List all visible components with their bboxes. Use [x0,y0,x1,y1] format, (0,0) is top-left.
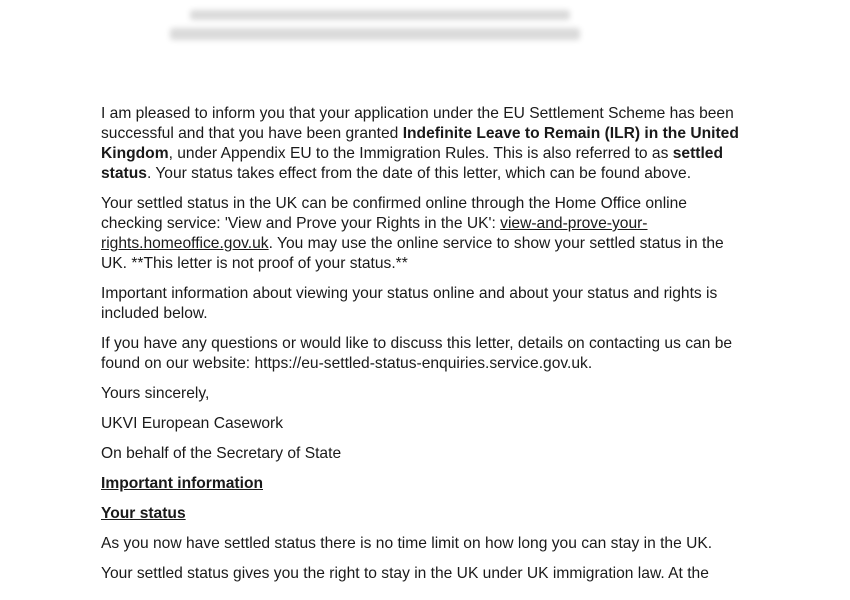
heading-important-information: Important information [101,475,263,492]
paragraph-no-time-limit: As you now have settled status there is no time limit on how long you can stay in the UK. [101,535,713,552]
on-behalf-line: On behalf of the Secretary of State [101,445,342,462]
signature-block [101,384,751,464]
heading-your-status: Your status [101,505,186,522]
letter-body [101,104,751,594]
signatory-name: UKVI European Casework [101,415,284,432]
view-and-prove-link[interactable]: view-and-prove-your-rights.homeoffice.gov.uk [101,215,648,252]
closing-line: Yours sincerely, [101,385,210,402]
paragraph-online-checking: Your settled status in the UK can be confirmed online through the Home Office online checking service: 'View and Prove your Rights in the UK': view-and-prove-your-rights.homeoffice.gov.uk. You may use the online service to show your settled status in the UK. **This letter is not proof of your status.** [101,195,724,272]
paragraph-granted: I am pleased to inform you that your application under the EU Settlement Scheme has been successful and that you have been granted Indefinite Leave to Remain (ILR) in the United Kingdom, under Appendix EU to the Immigration Rules. This is also referred to as settled status. Your status takes effect from the date of this letter, which can be found above. [101,105,739,182]
blurred-letterhead [170,6,590,48]
paragraph-contact: If you have any questions or would like to discuss this letter, details on contacting us can be found on our website: https://eu-settled-status-enquiries.service.gov.uk. [101,335,733,372]
ilr-bold-text: Indefinite Leave to Remain (ILR) in the United Kingdom [101,125,739,162]
paragraph-right-to-stay: Your settled status gives you the right to stay in the UK under UK immigration law. At the [101,565,709,582]
settled-status-bold-text: settled status [101,145,723,182]
paragraph-important-info: Important information about viewing your status online and about your status and rights is included below. [101,285,718,322]
